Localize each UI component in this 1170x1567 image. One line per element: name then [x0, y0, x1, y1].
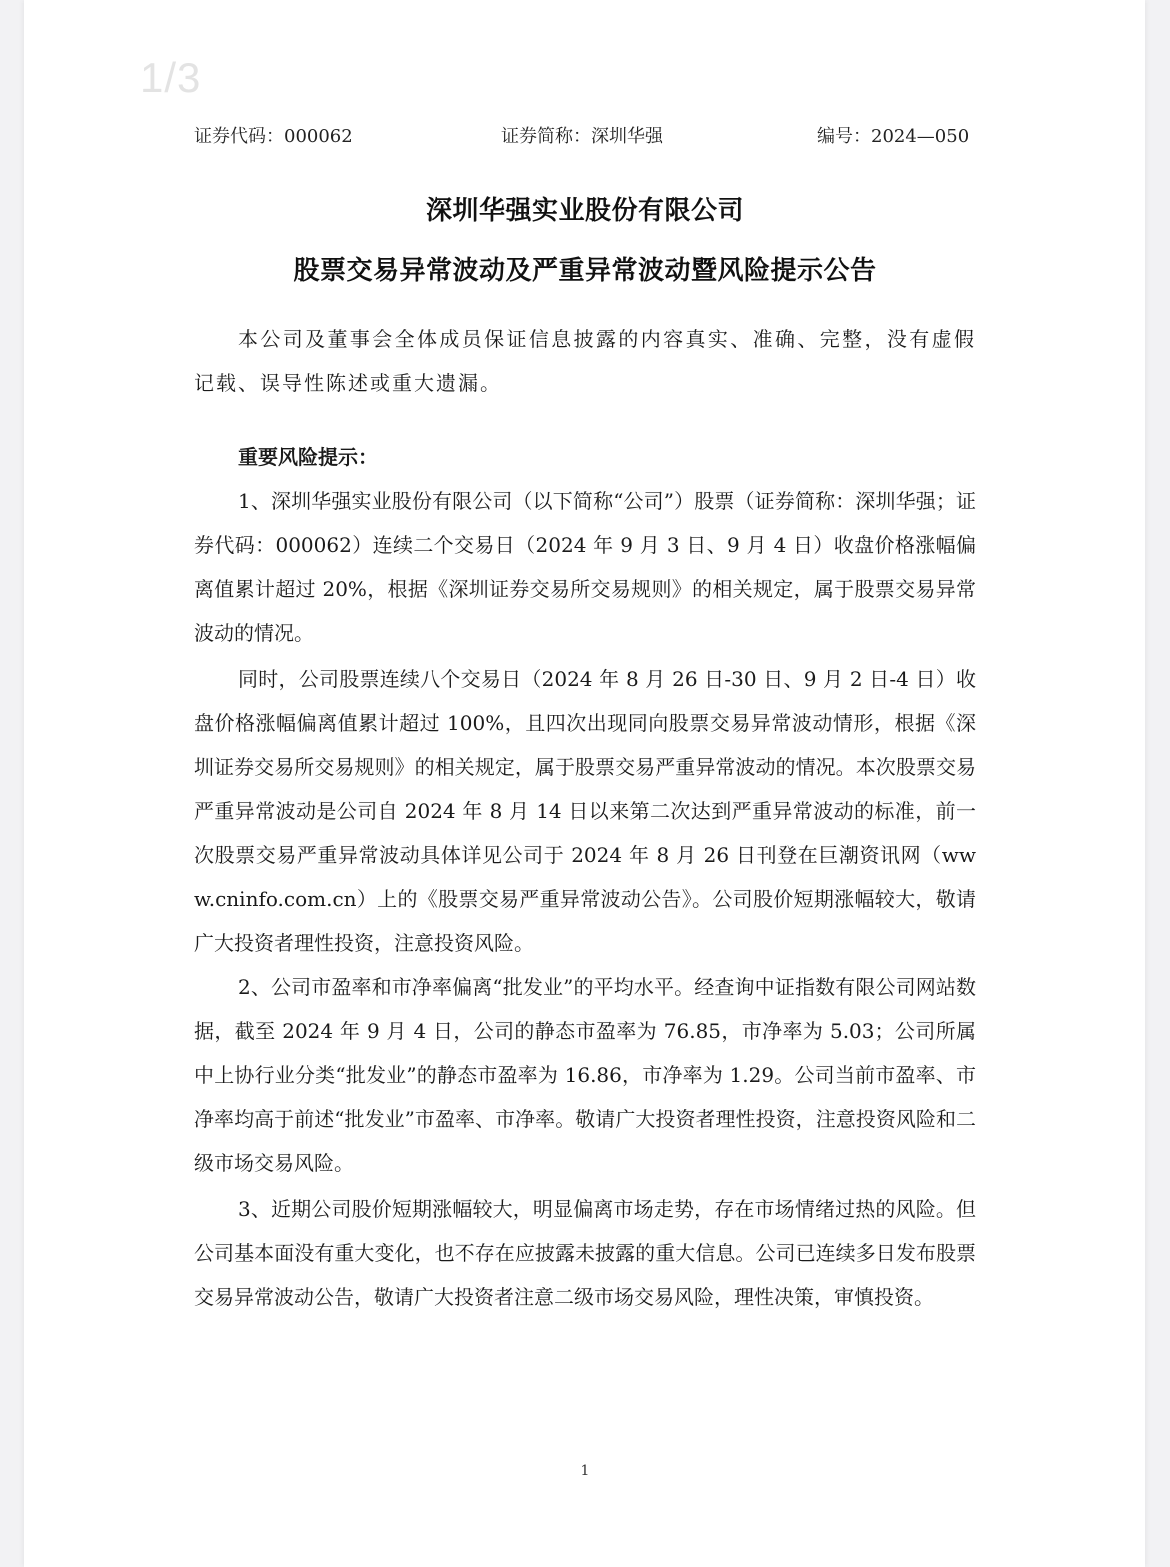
document-number: 编号：2024—050 — [817, 126, 970, 147]
page-number: 1 — [580, 1463, 590, 1479]
announcement-title: 股票交易异常波动及严重异常波动暨风险提示公告 — [293, 256, 877, 286]
page-counter: 1/3 — [140, 54, 202, 101]
intro-statement: 本公司及董事会全体成员保证信息披露的内容真实、准确、完整，没有虚假记载、误导性陈述或重大遗漏。 — [194, 327, 976, 395]
paragraph-1: 1、深圳华强实业股份有限公司（以下简称“公司”）股票（证券简称：深圳华强；证券代码：000062）连续二个交易日（2024 年 9 月 3 日、9 月 4 日）收盘价格涨幅偏离值累计超过 20%，根据《深圳证券交易所交易规则》的相关规定，属于股票交易异常波动的情况。 — [194, 489, 976, 645]
risk-heading: 重要风险提示： — [238, 445, 378, 469]
security-name: 证券简称：深圳华强 — [501, 126, 663, 147]
paragraph-3: 2、公司市盈率和市净率偏离“批发业”的平均水平。经查询中证指数有限公司网站数据，截至 2024 年 9 月 4 日，公司的静态市盈率为 76.85，市净率为 5.03；公司所属中上协行业分类“批发业”的静态市盈率为 16.86，市净率为 1.29。公司当前市盈率、市净率均高于前述“批发业”市盈率、市净率。敬请广大投资者理性投资，注意投资风险和二级市场交易风险。 — [194, 975, 976, 1175]
security-code: 证券代码：000062 — [194, 126, 353, 147]
company-title: 深圳华强实业股份有限公司 — [425, 196, 744, 226]
paragraph-4: 3、近期公司股价短期涨幅较大，明显偏离市场走势，存在市场情绪过热的风险。但公司基本面没有重大变化，也不存在应披露未披露的重大信息。公司已连续多日发布股票交易异常波动公告，敬请广大投资者注意二级市场交易风险，理性决策，审慎投资。 — [194, 1197, 976, 1309]
paragraph-2: 同时，公司股票连续八个交易日（2024 年 8 月 26 日-30 日、9 月 2 日-4 日）收盘价格涨幅偏离值累计超过 100%，且四次出现同向股票交易异常波动情形，根据《深圳证券交易所交易规则》的相关规定，属于股票交易严重异常波动的情况。本次股票交易严重异常波动是公司自 2024 年 8 月 14 日以来第二次达到严重异常波动的标准，前一次股票交易严重异常波动具体详见公司于 2024 年 8 月 26 日刊登在巨潮资讯网（www.cninfo.com.cn）上的《股票交易严重异常波动公告》。公司股价短期涨幅较大，敬请广大投资者理性投资，注意投资风险。 — [194, 667, 976, 955]
